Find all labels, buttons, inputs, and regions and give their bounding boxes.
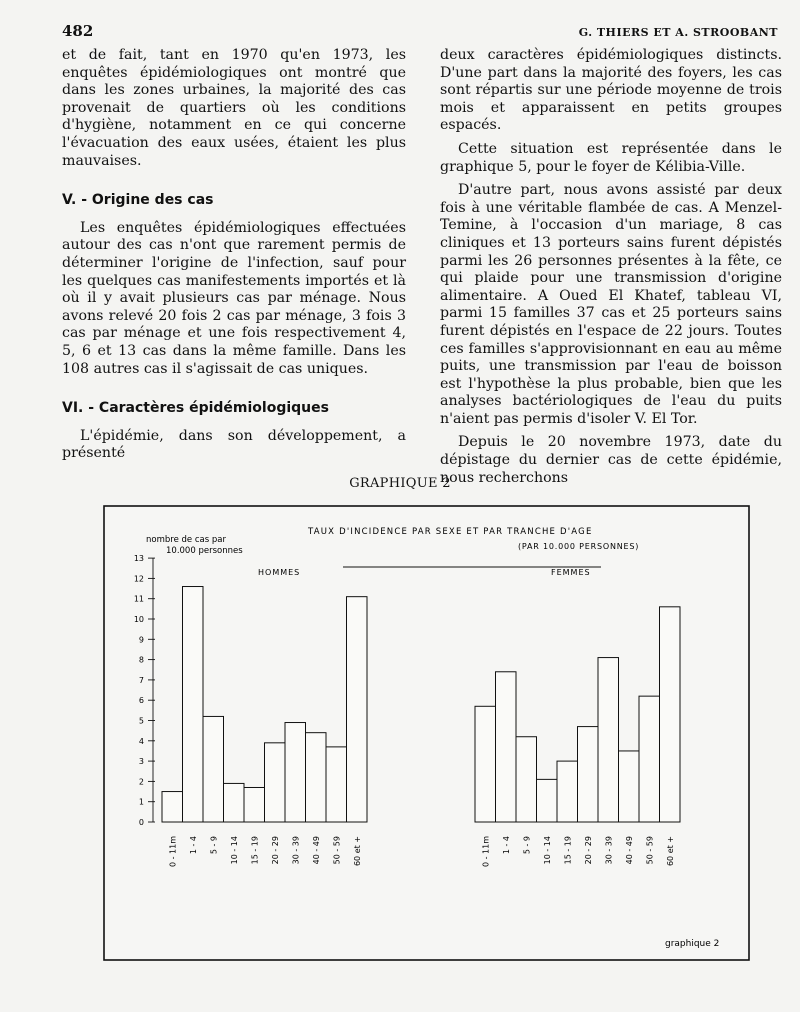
running-header-authors: G. THIERS ET A. STROOBANT [578, 26, 778, 39]
bar-femmes [619, 751, 640, 822]
x-tick-label-femmes: 30 - 39 [604, 836, 614, 865]
series-label-femmes: FEMMES [551, 568, 591, 577]
x-tick-label-hommes: 1 - 4 [188, 836, 198, 855]
bar-hommes [306, 733, 327, 822]
x-tick-label-hommes: 0 - 11m [168, 836, 178, 868]
bar-hommes [285, 723, 306, 822]
y-tick-label: 1 [138, 797, 144, 807]
series-label-hommes: HOMMES [258, 568, 301, 577]
chart-subtitle: (PAR 10.000 PERSONNES) [518, 542, 640, 551]
y-tick-label: 0 [138, 818, 144, 827]
x-tick-label-femmes: 20 - 29 [583, 836, 593, 865]
bar-hommes [326, 747, 347, 822]
paragraph-intro: et de fait, tant en 1970 qu'en 1973, les enquêtes épidémiologiques ont montré que dans les zones urbaines, la majorité des cas provenait de quartiers où les conditions d'hygiène, notamment en ce qui concerne l'évacuation des eaux usées, étaient les plus mauvaises. [62, 47, 406, 169]
x-tick-label-femmes: 60 et + [665, 836, 675, 867]
x-tick-label-femmes: 40 - 49 [624, 836, 634, 865]
x-tick-label-hommes: 5 - 9 [209, 836, 219, 855]
x-tick-label-hommes: 10 - 14 [229, 836, 239, 865]
bar-hommes [265, 743, 286, 822]
y-axis-label-line1: nombre de cas par [146, 535, 226, 545]
y-tick-label: 10 [133, 615, 144, 624]
x-tick-label-hommes: 15 - 19 [250, 836, 260, 865]
y-tick-label: 8 [138, 655, 144, 665]
figure-footer-label: graphique 2 [665, 939, 720, 949]
x-tick-label-femmes: 0 - 11m [481, 836, 491, 868]
paragraph-right-4: Depuis le 20 novembre 1973, date du dépistage du dernier cas de cette épidémie, nous recherchons [440, 434, 782, 486]
y-tick-label: 2 [138, 777, 144, 787]
bar-hommes [347, 597, 368, 822]
x-tick-label-femmes: 50 - 59 [645, 836, 655, 865]
x-tick-label-hommes: 60 et + [352, 836, 362, 867]
chart-title: TAUX D'INCIDENCE PAR SEXE ET PAR TRANCHE D'AGE [308, 527, 593, 537]
bar-femmes [578, 727, 599, 822]
bar-hommes [224, 783, 245, 822]
incidence-chart [103, 505, 750, 961]
bar-hommes [244, 787, 265, 822]
right-column [440, 47, 782, 487]
paragraph-right-1: deux caractères épidémiologiques distincts. D'une part dans la majorité des foyers, les cas sont répartis sur une période moyenne de trois mois et apparaissent en petits groupes espacés. [440, 47, 782, 134]
left-column [62, 47, 406, 463]
y-tick-label: 13 [133, 554, 144, 564]
y-axis-label-line2: 10.000 personnes [166, 546, 243, 556]
bar-hommes [203, 716, 224, 822]
y-tick-label: 6 [138, 696, 144, 706]
paragraph-origine: Les enquêtes épidémiologiques effectuées autour des cas n'ont que rarement permis de déterminer l'origine de l'infection, sauf pour les quelques cas manifestements importés et là où il y avait plusieurs cas par ménage. Nous avons relevé 20 fois 2 cas par ménage, 3 fois 3 cas par ménage et une fois respectivement 4, 5, 6 et 13 cas dans la même famille. Dans les 108 autres cas il s'agissait de cas uniques. [62, 219, 406, 377]
y-tick-label: 3 [138, 757, 144, 767]
x-tick-label-femmes: 15 - 19 [563, 836, 573, 865]
figure-caption: GRAPHIQUE 2 [349, 476, 451, 491]
x-tick-label-hommes: 50 - 59 [332, 836, 342, 865]
bar-femmes [496, 672, 517, 822]
page-number: 482 [62, 22, 94, 40]
y-tick-label: 4 [138, 736, 144, 746]
section-title-origine: V. - Origine des cas [62, 192, 214, 209]
bar-hommes [162, 792, 183, 822]
x-tick-label-femmes: 10 - 14 [542, 836, 552, 865]
x-tick-label-hommes: 20 - 29 [270, 836, 280, 865]
bar-femmes [516, 737, 537, 822]
section-title-caracteres: VI. - Caractères épidémiologiques [62, 400, 329, 417]
y-tick-label: 7 [138, 675, 144, 685]
bar-hommes [183, 587, 204, 822]
x-tick-label-hommes: 40 - 49 [311, 836, 321, 865]
bar-femmes [639, 696, 660, 822]
bar-femmes [660, 607, 681, 822]
bar-femmes [557, 761, 578, 822]
paragraph-right-2: Cette situation est représentée dans le graphique 5, pour le foyer de Kélibia-Ville. [440, 140, 782, 175]
y-tick-label: 12 [133, 574, 144, 584]
paragraph-caracteres: L'épidémie, dans son développement, a présenté [62, 427, 406, 462]
bar-femmes [475, 706, 496, 822]
paragraph-right-3: D'autre part, nous avons assisté par deux fois à une véritable flambée de cas. A Menzel-Temine, à l'occasion d'un mariage, 8 cas cliniques et 13 porteurs sains furent dépistés parmi les 26 personnes présentes à la fête, ce qui plaide pour une transmission d'origine alimentaire. A Oued El Khatef, tableau VI, parmi 15 familles 37 cas et 25 porteurs sains furent dépistés en l'espace de 22 jours. Toutes ces familles s'approvisionnant en eau au même puits, une transmission par l'eau de boisson est l'hypothèse la plus probable, bien que les analyses bactériologiques de l'eau du puits n'aient pas permis d'isoler V. El Tor. [440, 182, 782, 427]
x-tick-label-femmes: 5 - 9 [522, 836, 532, 855]
x-tick-label-hommes: 30 - 39 [291, 836, 301, 865]
y-tick-label: 5 [138, 716, 144, 726]
bar-femmes [537, 779, 558, 822]
x-tick-label-femmes: 1 - 4 [501, 836, 511, 855]
y-tick-label: 11 [133, 594, 144, 604]
y-tick-label: 9 [138, 635, 144, 645]
bar-femmes [598, 658, 619, 822]
